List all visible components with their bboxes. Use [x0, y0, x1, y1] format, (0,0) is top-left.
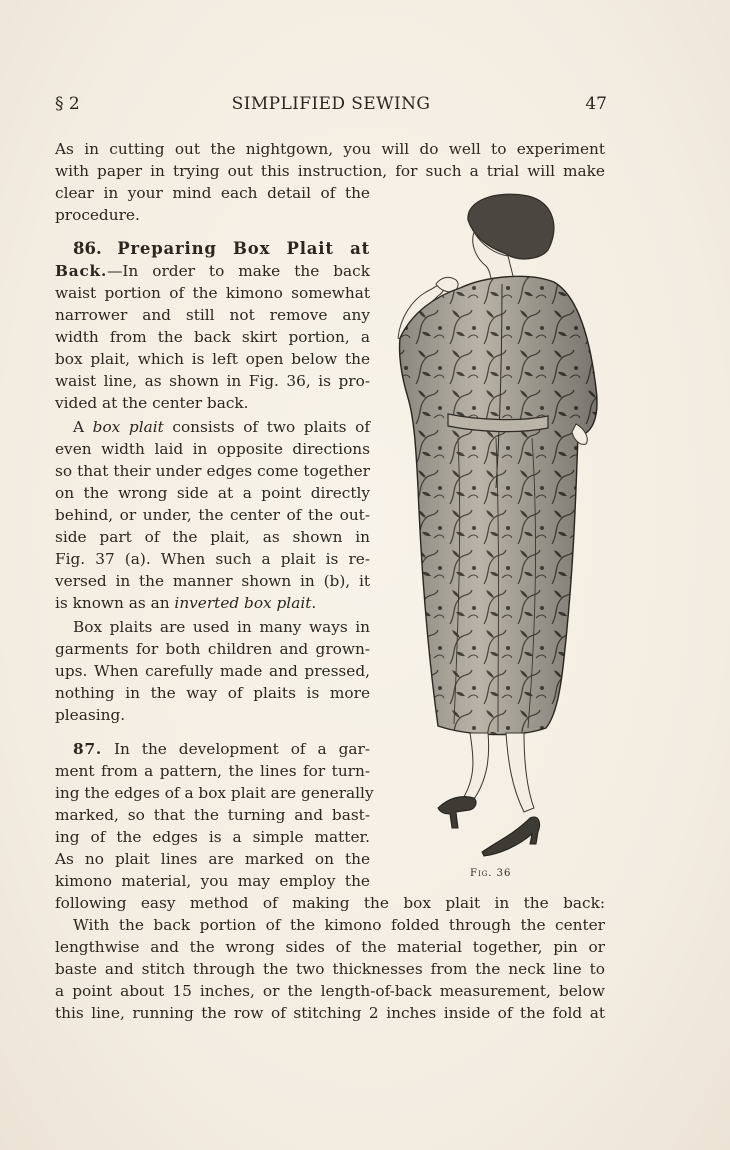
- text-line: is known as an inverted box plait.: [55, 594, 317, 612]
- text-line: marked, so that the turning and bast-: [55, 806, 370, 824]
- text-line: As no plait lines are marked on the: [55, 850, 370, 868]
- text-line: waist portion of the kimono somewhat: [55, 284, 370, 302]
- section-mark: § 2: [55, 94, 80, 114]
- text-line: garments for both children and grown-: [55, 640, 370, 658]
- text-line: width from the back skirt portion, a: [55, 328, 370, 346]
- woman-in-kimono-illustration: [378, 188, 613, 860]
- text-line: a point about 15 inches, or the length-of-back measurement, below: [55, 982, 605, 1000]
- text-line: lengthwise and the wrong sides of the material together, pin or: [55, 938, 605, 956]
- section-87-start: 87. In the development of a gar-: [73, 740, 370, 758]
- text-line: As in cutting out the nightgown, you will do well to experiment: [55, 140, 605, 158]
- text-line: ups. When carefully made and pressed,: [55, 662, 370, 680]
- text-line: With the back portion of the kimono folded through the center: [73, 916, 605, 934]
- text-line: following easy method of making the box plait in the back:: [55, 894, 605, 912]
- text-line: kimono material, you may employ the: [55, 872, 370, 890]
- text-line: side part of the plait, as shown in: [55, 528, 370, 546]
- text-line: versed in the manner shown in (b), it: [55, 572, 370, 590]
- text-line: ing the edges of a box plait are generally: [55, 784, 374, 802]
- running-header: [55, 94, 607, 118]
- text-line: procedure.: [55, 206, 140, 224]
- text-line: A box plait consists of two plaits of: [73, 418, 370, 436]
- text-line: vided at the center back.: [55, 394, 249, 412]
- figure-caption: Fig. 36: [470, 868, 512, 879]
- text-line: so that their under edges come together: [55, 462, 370, 480]
- text-line: even width laid in opposite directions: [55, 440, 370, 458]
- text-line: Fig. 37 (a). When such a plait is re-: [55, 550, 370, 568]
- text-line: Back.—In order to make the back: [55, 262, 370, 280]
- page-number: 47: [585, 94, 607, 114]
- text-line: box plait, which is left open below the: [55, 350, 370, 368]
- text-line: ment from a pattern, the lines for turn-: [55, 762, 370, 780]
- section-86-heading: 86. Preparing Box Plait at: [73, 239, 371, 258]
- text-line: clear in your mind each detail of the: [55, 184, 370, 202]
- text-line: waist line, as shown in Fig. 36, is pro-: [55, 372, 370, 390]
- text-line: on the wrong side at a point directly: [55, 484, 370, 502]
- text-line: this line, running the row of stitching 2 inches inside of the fold at: [55, 1004, 605, 1022]
- running-title: SIMPLIFIED SEWING: [231, 94, 431, 114]
- text-line: pleasing.: [55, 706, 126, 724]
- text-line: behind, or under, the center of the out-: [55, 506, 370, 524]
- text-line: nothing in the way of plaits is more: [55, 684, 370, 702]
- text-line: with paper in trying out this instruction, for such a trial will make: [55, 162, 605, 180]
- text-line: ing of the edges is a simple matter.: [55, 828, 370, 846]
- text-line: narrower and still not remove any: [55, 306, 370, 324]
- text-line: Box plaits are used in many ways in: [73, 618, 370, 636]
- text-line: baste and stitch through the two thicknesses from the neck line to: [55, 960, 605, 978]
